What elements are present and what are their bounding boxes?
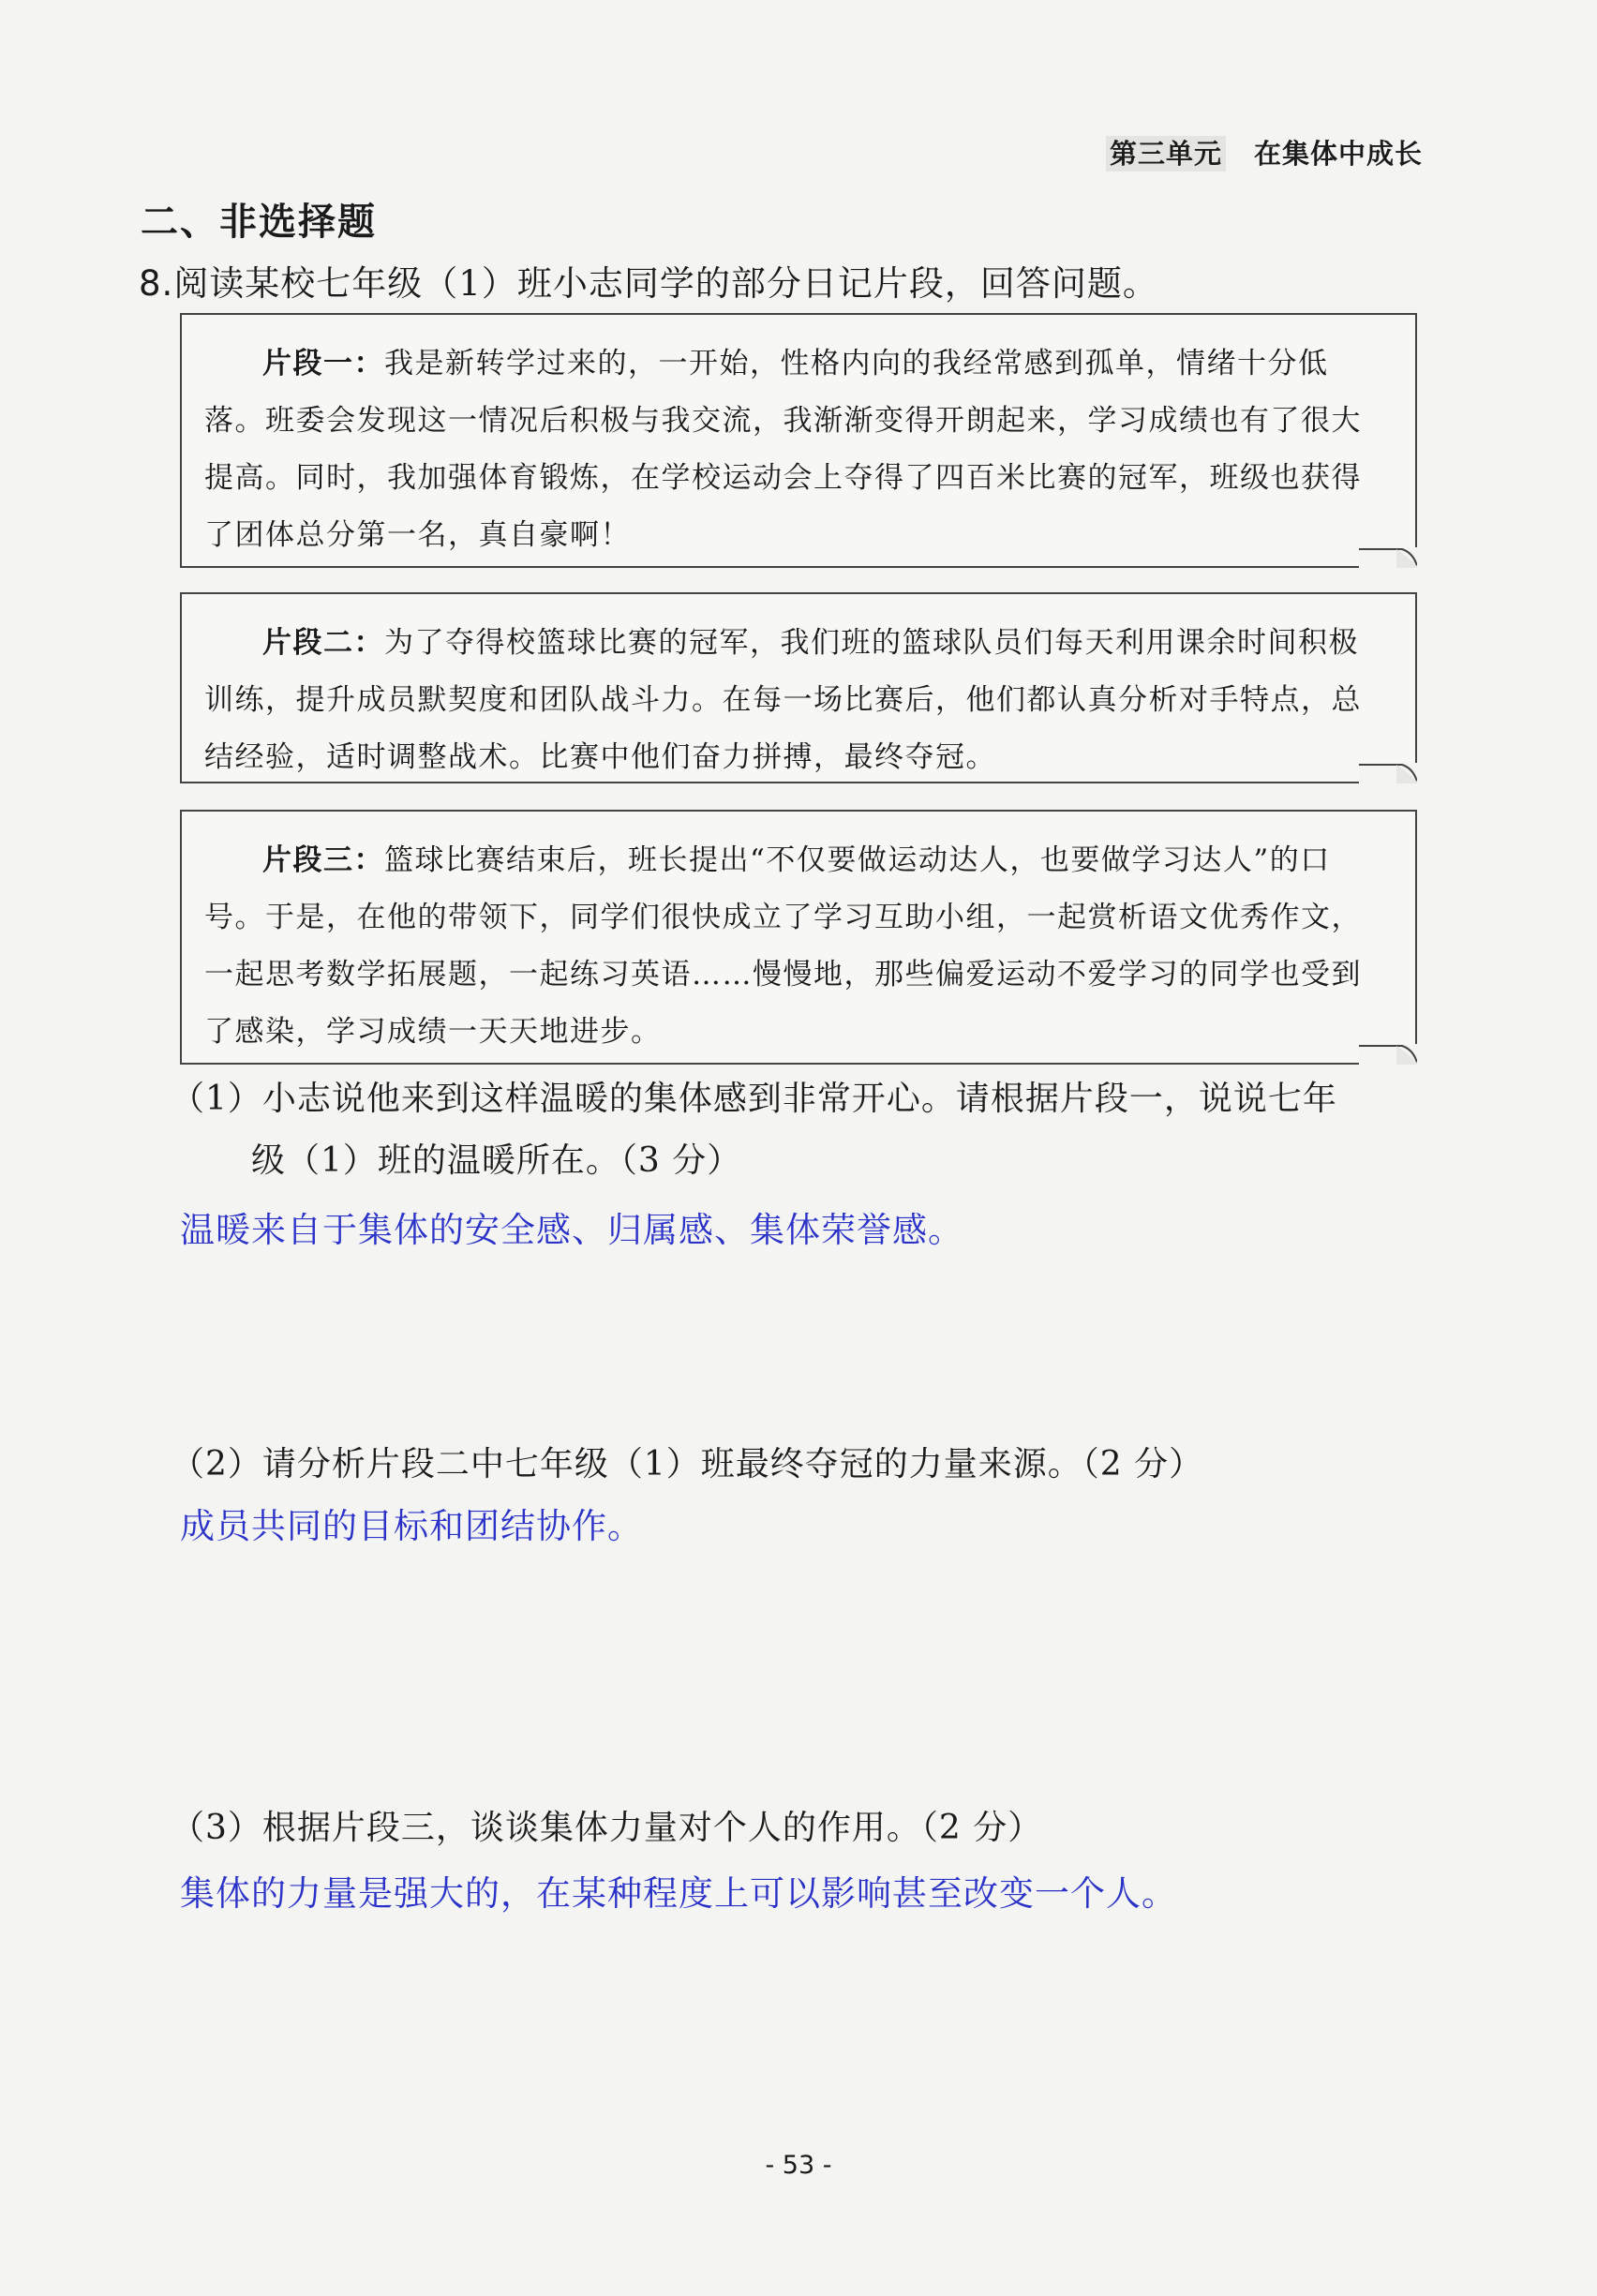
unit-label: 第三单元 [1106,136,1226,171]
excerpt-text: 为了夺得校篮球比赛的冠军，我们班的篮球队员们每天利用课余时间积极训练，提升成员默契度和团队战斗力。在每一场比赛后，他们都认真分析对手特点，总结经验，适时调整战术。比赛中他们奋力拼搏，最终夺冠。 [204,626,1362,774]
answer-3: 集体的力量是强大的，在某种程度上可以影响甚至改变一个人。 [180,1873,1177,1914]
page-curl-decoration [1359,1044,1417,1065]
subquestion-1 [171,1068,1426,1192]
answer-1: 温暖来自于集体的安全感、归属感、集体荣誉感。 [180,1210,963,1250]
excerpt-label: 片段三： [262,843,384,877]
unit-topic: 在集体中成长 [1253,138,1423,170]
question-text: 阅读某校七年级（1）班小志同学的部分日记片段，回答问题。 [173,263,1158,304]
page-curl-decoration [1359,547,1417,568]
page-curl-decoration [1359,763,1417,783]
subquestion-1-line2: 级（1）班的温暖所在。（3 分） [251,1141,742,1180]
question-stem [139,255,1451,306]
question-number: 8. [139,263,174,304]
subquestion-2: （2）请分析片段二中七年级（1）班最终夺冠的力量来源。（2 分） [171,1445,1204,1483]
page-header [1106,133,1423,171]
excerpt-text: 篮球比赛结束后，班长提出“不仅要做运动达人，也要做学习达人”的口号。于是，在他的带领下，同学们很快成立了学习互助小组，一起赏析语文优秀作文，一起思考数学拓展题，一起练习英语……慢慢地，那些偏爱运动不爱学习的同学也受到了感染，学习成绩一天天地进步。 [204,843,1362,1049]
page-number: - 53 - [765,2151,832,2180]
excerpt-text: 我是新转学过来的，一开始，性格内向的我经常感到孤单，情绪十分低落。班委会发现这一情况后积极与我交流，我渐渐变得开朗起来，学习成绩也有了很大提高。同时，我加强体育锻炼，在学校运动会上夺得了四百米比赛的冠军，班级也获得了团体总分第一名，真自豪啊！ [204,347,1362,552]
subquestion-1-line1: （1）小志说他来到这样温暖的集体感到非常开心。请根据片段一，说说七年 [171,1080,1337,1118]
excerpt-box-3 [180,810,1417,1065]
answer-2: 成员共同的目标和团结协作。 [180,1506,643,1546]
excerpt-label: 片段一： [262,347,384,380]
excerpt-box-1 [180,313,1417,568]
subquestion-3: （3）根据片段三，谈谈集体力量对个人的作用。（2 分） [171,1809,1043,1847]
excerpt-box-2 [180,592,1417,783]
excerpt-label: 片段二： [262,626,384,660]
section-title: 二、非选择题 [141,201,377,244]
